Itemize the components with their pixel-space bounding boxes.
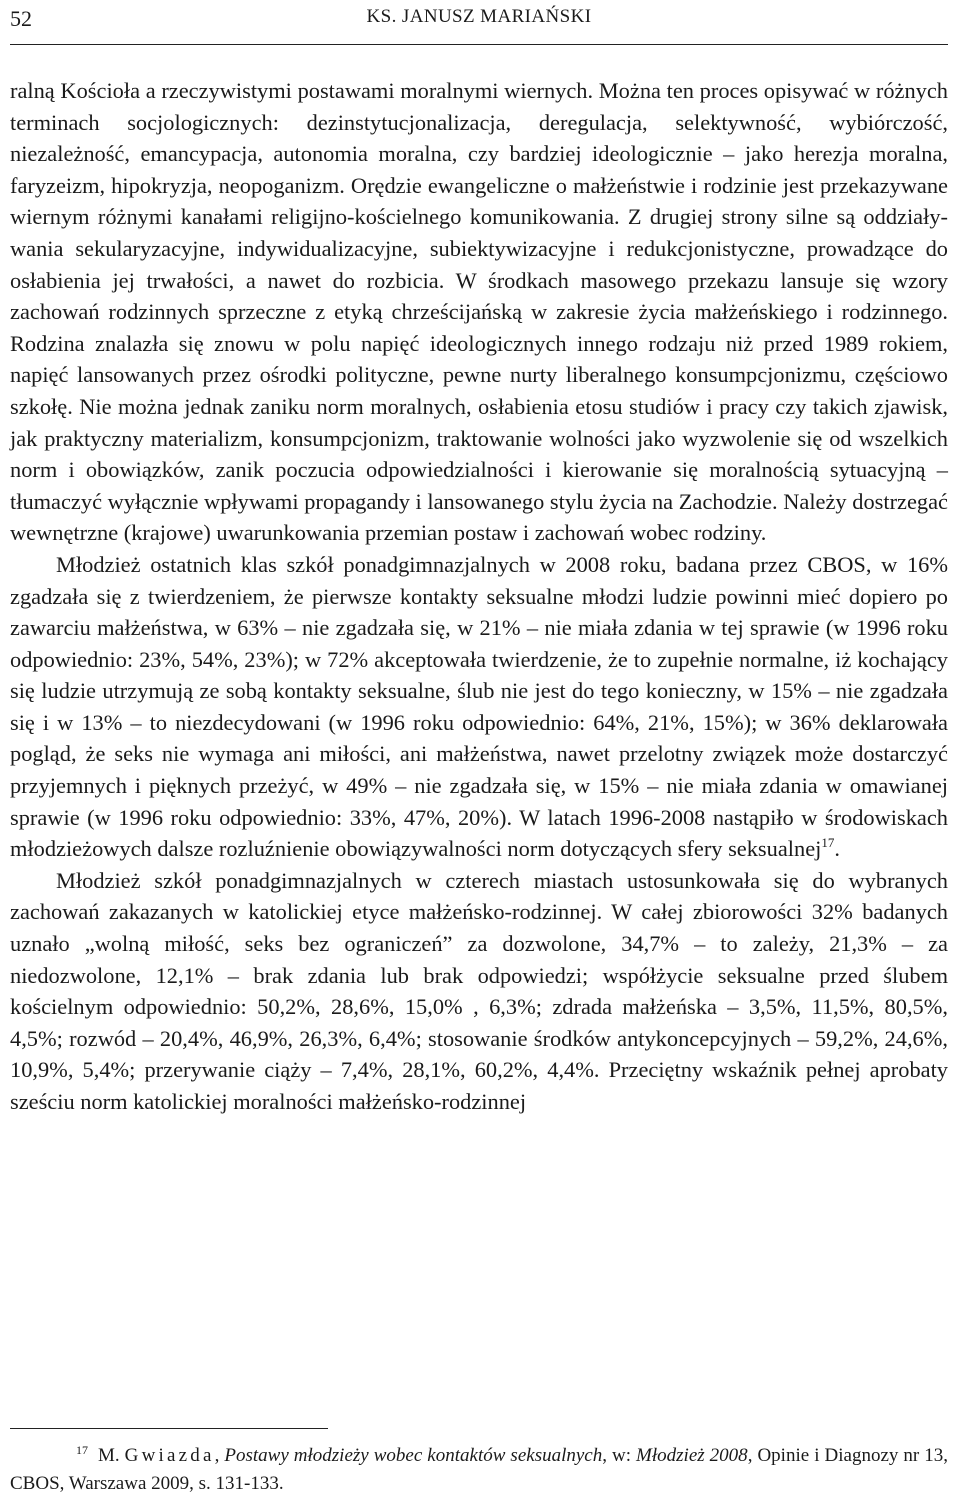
page-number: 52 (10, 6, 32, 31)
footnote-separator: , (214, 1445, 225, 1466)
body-text (10, 75, 948, 1118)
footnote-divider (10, 1428, 328, 1429)
footnote-reference[interactable]: 17 (821, 835, 835, 851)
footnote-details: , Opinie i Diagnozy nr 13, CBOS, Warszawa 2009, s. 131-133. (10, 1445, 948, 1494)
paragraph: Młodzież szkół ponadgimnazjalnych w czterech miastach ustosunkowała się do wybranych zachowań zakazanych w katolickiej etyce małżeńsko-rodzinnej. W całej zbiorowości 32% badanych uznało „wolną miłość, seks bez ograniczeń” za dozwolone, 34,7% – to zależy, 21,3% – za niedozwolone, 12,1% – brak zdania lub brak odpowiedzi; współżycie seksualne przed ślubem kościelnym odpowiednio: 50,2%, 28,6%, 15,0% , 6,3%; zdrada małżeńska – 3,5%, 11,5%, 80,5%, 4,5%; rozwód – 20,4%, 46,9%, 26,3%, 6,4%; stosowanie środków antykoncepcyjnych – 59,2%, 24,6%, 10,9%, 5,4%; przerywanie ciąży – 7,4%, 28,1%, 60,2%, 4,4%. Przeciętny wskaźnik pełnej aprobaty sześciu norm katolickiej moralności małżeńsko-rodzinnej (10, 867, 948, 1114)
footnote-source: Młodzież 2008 (636, 1445, 748, 1466)
paragraph-continued: ralną Kościoła a rzeczywistymi postawami moralnymi wiernych. Można ten proces opisywać w różnych terminach socjologicznych: dezinstytucjonalizacja, deregulacja, selektywność, wybiórczość, niezależność, emancypacja, autonomia moralna, czy bardziej ideologicznie – jako herezja moralna, faryzeizm, hipokryzja, neopoganizm. Orędzie ewangeliczne o małżeństwie i rodzinie jest przekazywane wiernym różnymi kanałami religijno-kościelnego komunikowania. Z drugiej strony silne są oddziaływania sekularyzacyjne, indywidualizacyjne, subiektywizacyjne i redukcjonistyczne, prowadzące do osłabienia jej trwałości, a nawet do rozbicia. W środkach masowego przekazu lansuje się wzory zachowań rodzinnych sprzeczne z etyką chrześcijańską w zakresie życia małżeńskiego i rodzinnego. Rodzina znalazła się znowu w polu napięć ideologicznych innego rodzaju niż przed 1989 rokiem, napięć lansowanych przez ośrodki polityczne, pewne nurty liberalnego konsumpcjonizmu, częściowo szkołę. Nie można jednak zaniku norm moralnych, osłabienia etosu studiów i pracy czy takich zjawisk, jak praktyczny materializm, konsumpcjonizm, traktowanie wolności jako wyzwolenie się od wszelkich norm i obowiązków, zanik poczucia odpowiedzialności i kierowanie się moralnością sytuacyjną – tłumaczyć wyłącznie wpływami propagandy i lansowanego stylu życia na Zachodzie. Należy dostrzegać wewnętrzne (krajowe) uwarunkowania przemian postaw i zachowań wobec rodziny. (10, 78, 948, 546)
footnote (10, 1436, 948, 1498)
footnote-author: Gwiazda (124, 1445, 215, 1466)
footnote-number: 17 (76, 1443, 88, 1457)
page-header (10, 0, 948, 45)
running-title: KS. JANUSZ MARIAŃSKI (366, 6, 592, 27)
footnote-separator: , w: (602, 1445, 637, 1466)
paragraph (10, 549, 948, 865)
footnote-author-prefix: M. (98, 1445, 125, 1466)
paragraph-end: . (834, 836, 840, 862)
paragraph-text: Młodzież ostatnich klas szkół ponadgimnazjalnych w 2008 roku, badana przez CBOS, w 16% zgadzała się z twierdzeniem, że pierwsze kontakty seksualne młodzi ludzie powinni mieć dopiero po zawarciu małżeństwa, w 63% – nie zgadzała się, w 21% – nie miała zdania w tej sprawie (w 1996 roku odpowiednio: 23%, 54%, 23%); w 72% akceptowała twierdzenie, że to zupełnie normalne, iż kochający się ludzie utrzymują ze sobą kontakty seksualne, ślub nie jest do tego konieczny, w 15% – nie zgadzała się i w 13% – to niezdecydowani (w 1996 roku odpowiednio: 64%, 21%, 15%); w 36% deklarowała pogląd, że seks nie wymaga ani miłości, ani małżeństwa, nawet przelotny związek może dostarczyć przyjemnych i pięknych przeżyć, w 49% – nie zgadzała się, w 15% – nie miała zdania w omawianej sprawie (w 1996 roku odpowiednio: 33%, 47%, 20%). W latach 1996-2008 nastąpiło w środowiskach młodzieżowych dalsze rozluźnienie obowiązywalności norm dotyczących sfery seksualnej (10, 551, 948, 862)
footnote-title: Postawy młodzieży wobec kontaktów seksualnych (224, 1445, 603, 1466)
